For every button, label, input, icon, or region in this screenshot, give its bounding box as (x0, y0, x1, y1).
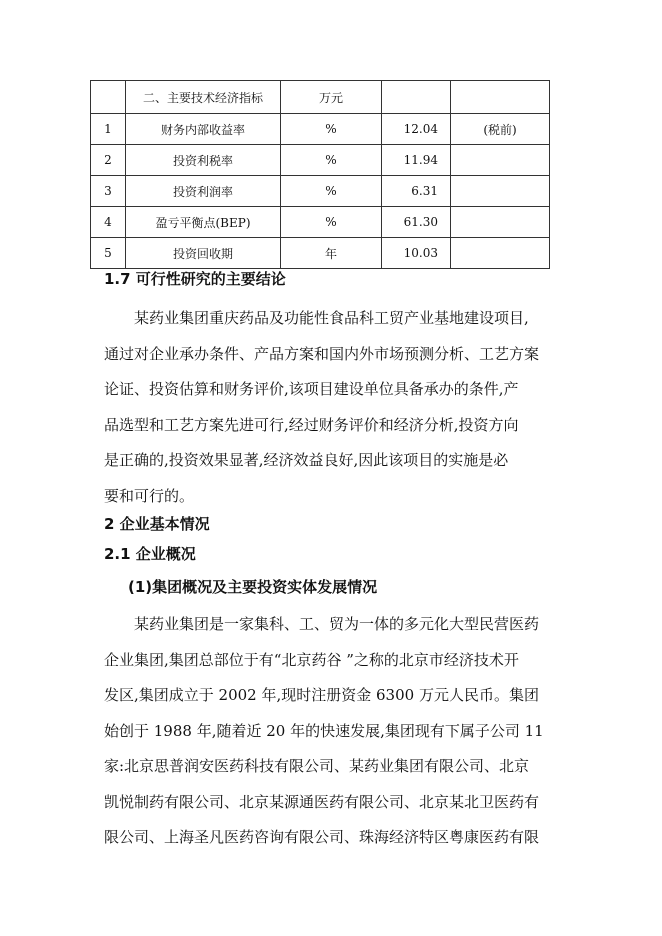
table-cell-no: 1 (91, 114, 126, 145)
table-header-row (91, 81, 550, 114)
table-cell-no: 3 (91, 176, 126, 207)
section-1-7-heading: 1.7 可行性研究的主要结论 (104, 270, 286, 288)
table-cell-value: 12.04 (382, 114, 451, 145)
table-cell-unit: % (281, 145, 382, 176)
table-cell-unit: 年 (281, 238, 382, 269)
table-cell-value (382, 81, 451, 114)
table-cell-unit: % (281, 176, 382, 207)
economic-indicator-table (90, 80, 550, 269)
paragraph-line: 凯悦制药有限公司、北京某源通医药有限公司、北京某北卫医药有 (104, 792, 540, 811)
table-row (91, 145, 550, 176)
paragraph-line: 品选型和工艺方案先进可行,经过财务评价和经济分析,投资方向 (104, 415, 519, 434)
paragraph-line: 某药业集团是一家集科、工、贸为一体的多元化大型民营医药 (134, 615, 540, 633)
table-cell-name: 盈亏平衡点(BEP) (126, 207, 281, 238)
table-cell-value: 10.03 (382, 238, 451, 269)
table-cell-no: 4 (91, 207, 126, 238)
paragraph-line: 始创于 1988 年,随着近 20 年的快速发展,集团现有下属子公司 11 (104, 721, 544, 740)
table-cell-no (91, 81, 126, 114)
table-cell-name: 投资利润率 (126, 176, 281, 207)
table-cell-name: 财务内部收益率 (126, 114, 281, 145)
paragraph-line: 发区,集团成立于 2002 年,现时注册资金 6300 万元人民币。集团 (104, 686, 539, 704)
table-cell-value: 11.94 (382, 145, 451, 176)
table-cell-unit: % (281, 114, 382, 145)
section-2-heading: 2 企业基本情况 (104, 515, 210, 533)
table-row (91, 207, 550, 238)
table-row (91, 176, 550, 207)
table-cell-name: 投资回收期 (126, 238, 281, 269)
table-cell-value: 6.31 (382, 176, 451, 207)
table-cell-note (451, 207, 550, 238)
table-row (91, 114, 550, 145)
table-cell-unit: % (281, 207, 382, 238)
table-cell-unit: 万元 (281, 81, 382, 114)
table-cell-note (451, 238, 550, 269)
paragraph-line: 企业集团,集团总部位于有“北京药谷 ”之称的北京市经济技术开 (104, 650, 519, 669)
paragraph-line: 是正确的,投资效果显著,经济效益良好,因此该项目的实施是必 (104, 451, 509, 469)
paragraph-line: 家:北京思普润安医药科技有限公司、某药业集团有限公司、北京 (104, 757, 530, 775)
section-2-1-paragraph (104, 607, 556, 856)
table-cell-no: 2 (91, 145, 126, 176)
paragraph-line: 限公司、上海圣凡医药咨询有限公司、珠海经济特区粤康医药有限 (104, 828, 540, 846)
section-1-7-paragraph (104, 301, 556, 514)
table-cell-note (451, 145, 550, 176)
paragraph-line: 某药业集团重庆药品及功能性食品科工贸产业基地建设项目, (134, 309, 529, 327)
table-cell-value: 61.30 (382, 207, 451, 238)
table-cell-note (451, 81, 550, 114)
section-2-1-heading: 2.1 企业概况 (104, 545, 196, 563)
table-cell-no: 5 (91, 238, 126, 269)
table-cell-note: (税前) (451, 114, 550, 145)
paragraph-line: 论证、投资估算和财务评价,该项目建设单位具备承办的条件,产 (104, 380, 519, 398)
table-cell-note (451, 176, 550, 207)
table-row (91, 238, 550, 269)
paragraph-line: 通过对企业承办条件、产品方案和国内外市场预测分析、工艺方案 (104, 344, 540, 363)
table-cell-name: 二、主要技术经济指标 (126, 81, 281, 114)
table-cell-name: 投资利税率 (126, 145, 281, 176)
paragraph-line: 要和可行的。 (104, 486, 195, 505)
section-2-1-subheading: (1)集团概况及主要投资实体发展情况 (128, 578, 378, 596)
